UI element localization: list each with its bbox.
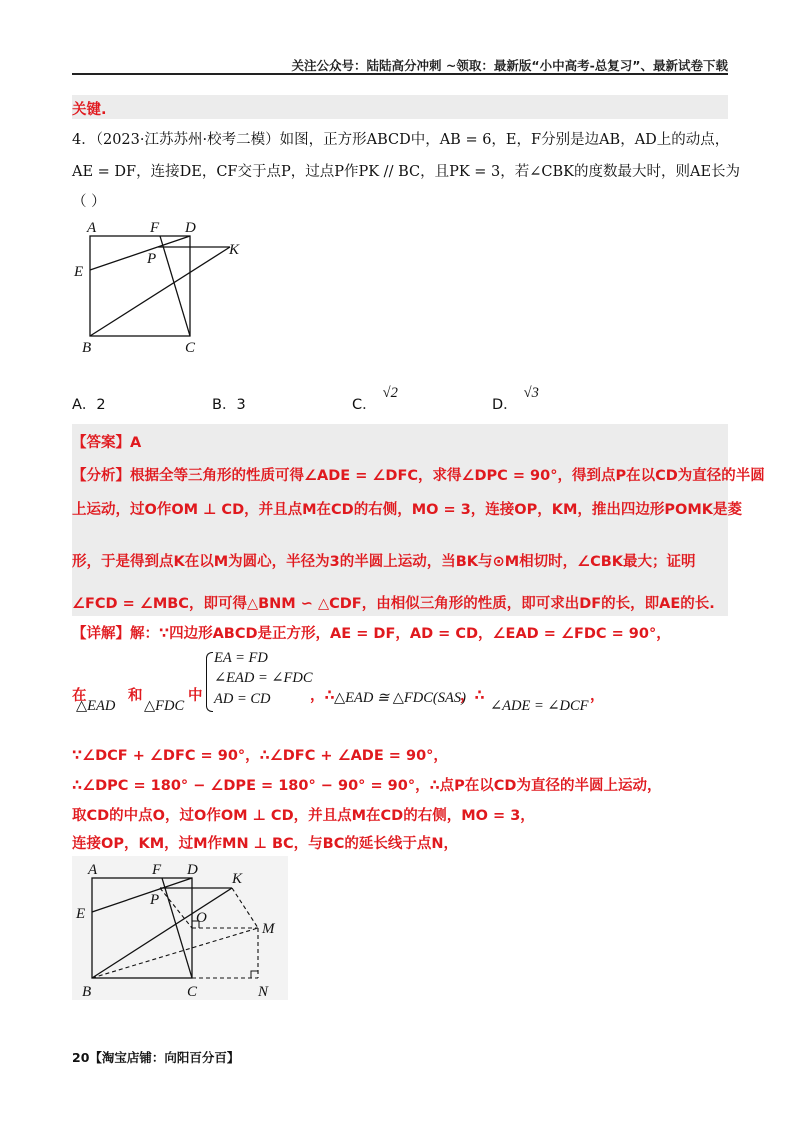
detail-l2-in: 在 [72,688,87,704]
label-n: N [258,984,269,1000]
analysis-line-3: 形，于是得到点K在以M为圆心，半径为3的半圆上运动，当BK与⊙M相切时，∠CBK最大；证明 [72,554,696,570]
label-e: E [74,264,84,280]
solution-band [72,424,728,616]
detail-line-5: 取CD的中点O，过O作OM ⊥ CD，并且点M在CD的右侧，MO = 3， [72,808,535,824]
figure-1 [70,214,250,356]
label-p: P [150,892,160,908]
label-c: C [185,340,196,356]
label-d: D [185,220,196,236]
option-d[interactable]: D．√3 [492,385,539,413]
label-c: C [187,984,198,1000]
label-p: P [147,251,157,267]
figure-2 [72,856,288,1000]
prev-key-text: 关键. [72,102,107,118]
label-a: A [88,862,98,878]
system-eq-3: AD = CD [214,691,271,707]
detail-l2-end: ， [590,688,605,704]
detail-l2-congruent: △EAD ≅ △FDC(SAS) [334,690,466,706]
page-footer: 20【淘宝店铺：向阳百分百】 [72,1050,240,1065]
analysis-line-4: ∠FCD = ∠MBC，即可得△BNM ∽ △CDF，由相似三角形的性质，即可求出DF的长，即AE的长. [72,596,715,612]
question-line-2: AE = DF，连接DE，CF交于点P，过点P作PK // BC，且PK = 3，若∠CBK的度数最大时，则AE长为 [72,164,741,180]
label-b: B [82,340,92,356]
detail-l2-middle: 中 [188,688,203,704]
detail-l2-therefore: ，∴ [310,688,335,704]
detail-line-4: ∴∠DPC = 180° − ∠DPE = 180° − 90° = 90°，∴点P在以CD为直径的半圆上运动， [72,778,662,794]
segment-cf [160,236,190,336]
detail-line-6: 连接OP，KM，过M作MN ⊥ BC，与BC的延长线于点N， [72,836,458,852]
detail-l2-and: 和 [128,688,143,704]
detail-line-3: ∵∠DCF + ∠DFC = 90°，∴∠DFC + ∠ADE = 90°， [72,748,448,764]
detail-l2-tri2: △FDC [144,698,185,714]
system-brace [206,652,213,712]
header-rule [72,73,728,75]
label-e: E [76,906,86,922]
detail-line-1: 【详解】解：∵四边形ABCD是正方形，AE = DF，AD = CD，∠EAD = ∠FDC = 90°， [72,626,671,642]
label-m: M [262,921,275,937]
answer-line: 【答案】A [72,435,142,451]
system-eq-2: ∠EAD = ∠FDC [214,670,313,686]
label-o: O [196,910,207,926]
detail-l2-tri1: △EAD [76,698,116,714]
option-b[interactable]: B．3 [212,397,246,413]
question-line-1: 4．（2023·江苏苏州·校考二模）如图，正方形ABCD中，AB = 6，E，F分别是边AB，AD上的动点， [72,132,730,148]
analysis-line-2: 上运动，过O作OM ⊥ CD，并且点M在CD的右侧，MO = 3，连接OP，KM，推出四边形POMK是菱 [72,502,743,518]
label-a: A [87,220,97,236]
detail-l2-angle: ∠ADE = ∠DCF [490,698,589,714]
label-f: F [152,862,162,878]
segment-de [90,236,190,270]
label-b: B [82,984,92,1000]
segment-bk [90,247,230,336]
label-k: K [232,871,243,887]
label-d: D [187,862,198,878]
option-c[interactable]: C．√2 [352,385,398,413]
system-eq-1: EA = FD [214,650,268,666]
detail-l2-therefore-2: ，∴ [460,688,485,704]
label-f: F [150,220,160,236]
question-line-3: （ ） [72,194,106,210]
option-a[interactable]: A．2 [72,397,106,413]
page-header: 关注公众号：陆陆高分冲刺 ~领取：最新版“小中高考-总复习”、最新试卷下载 [291,58,728,73]
prev-key-band [72,95,728,119]
analysis-line-1: 【分析】根据全等三角形的性质可得∠ADE = ∠DFC，求得∠DPC = 90°，得到点P在以CD为直径的半圆 [72,468,765,484]
label-k: K [229,242,240,258]
